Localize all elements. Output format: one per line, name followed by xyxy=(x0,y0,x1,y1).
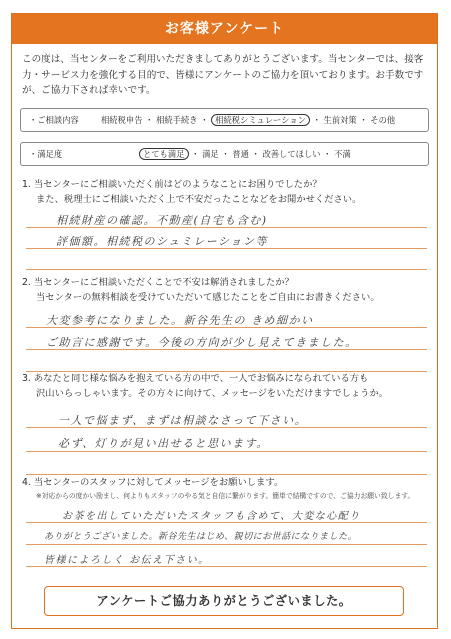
survey-sheet xyxy=(11,13,438,629)
question-text: 当センターにご相談いただくことで不安は解消されましたか？ xyxy=(33,277,294,288)
answer-line xyxy=(26,269,427,270)
consultation-option[interactable]: 相続税申告 xyxy=(101,115,143,125)
answer-line xyxy=(26,544,427,545)
answer-area[interactable] xyxy=(22,305,427,373)
satisfaction-row xyxy=(20,142,429,166)
consultation-option-selected[interactable]: 相続税シミュレーション xyxy=(211,114,310,126)
question-number: 1. xyxy=(22,179,31,190)
intro-text: この度は、当センターをご利用いただきましてありがとうございます。当センターでは、接客力・サービス力を強化する目的で、皆様にアンケートのご協力を頂いております。お手数ですが、ご協力下されば幸いです。 xyxy=(22,54,424,96)
handwritten-answer: 皆様によろしく お伝え下さい。 xyxy=(44,554,210,566)
handwritten-answer: 一人で悩まず、まずは相談なさって下さい。 xyxy=(58,414,308,427)
satisfaction-option-selected[interactable]: とても満足 xyxy=(139,148,189,160)
consultation-option[interactable]: その他 xyxy=(370,115,396,125)
handwritten-answer: お茶を出していただいたスタッフも含めて、大変な心配り xyxy=(62,510,361,522)
answer-line xyxy=(26,522,427,523)
satisfaction-options: とても満足 ・ 満足 ・ 普通 ・ 改善してほしい ・ 不満 xyxy=(139,143,351,165)
satisfaction-option[interactable]: 改善してほしい xyxy=(262,149,321,159)
question-text: 当センターの無料相談を受けていただいて感じたことをご自由にお書きください。 xyxy=(36,291,380,303)
handwritten-answer: 相続財産の確認。不動産(自宅も含む) xyxy=(56,214,268,227)
question-number: 4. xyxy=(22,477,31,488)
consultation-option[interactable]: 生前対策 xyxy=(323,115,357,125)
satisfaction-label: ・満足度 xyxy=(29,149,63,159)
answer-line xyxy=(26,451,427,452)
satisfaction-option[interactable]: 満足 xyxy=(202,149,219,159)
question-3 xyxy=(22,372,427,475)
question-number: 2. xyxy=(22,277,31,288)
answer-line xyxy=(26,566,427,567)
consultation-label: ・ご相談内容 xyxy=(29,115,79,125)
question-4 xyxy=(22,476,427,576)
answer-area[interactable] xyxy=(22,207,427,271)
consultation-row xyxy=(20,108,429,132)
handwritten-answer: ご助言に感謝です。今後の方向が少し見えてきました。 xyxy=(46,336,358,349)
question-2 xyxy=(22,276,427,373)
thanks-message: アンケートご協力ありがとうございました。 xyxy=(44,586,404,616)
satisfaction-option[interactable]: 普通 xyxy=(232,149,249,159)
handwritten-answer: 大変参考になりました。新谷先生の きめ細かい xyxy=(46,314,314,327)
handwritten-answer: ありがとうございました。新谷先生はじめ、親切にお世話になりました。 xyxy=(44,531,358,542)
answer-area[interactable] xyxy=(22,502,427,576)
answer-line xyxy=(26,474,427,475)
handwritten-answer: 評価額。相続税のシュミレーション等 xyxy=(56,235,268,248)
survey-title: お客様アンケート xyxy=(12,14,437,44)
consultation-option[interactable]: 相続手続き xyxy=(156,115,198,125)
question-text: また、税理士にご相談いただく上で不安だったことなどをお聞かせください。 xyxy=(36,193,362,205)
question-number: 3. xyxy=(22,373,31,384)
answer-area[interactable] xyxy=(22,401,427,475)
question-text: 当センターにご相談いただく前はどのようなことにお困りでしたか？ xyxy=(33,179,322,190)
satisfaction-option[interactable]: 不満 xyxy=(334,149,351,159)
question-text: あなたと同じ様な悩みを抱えている方の中で、一人でお悩みになられている方も xyxy=(33,373,369,384)
question-text: 当センターのスタッフに対してメッセージをお願いします。 xyxy=(33,477,284,488)
handwritten-answer: 必ず、灯りが見い出せると思います。 xyxy=(58,437,269,450)
consultation-options: 相続税申告 ・ 相続手続き ・ 相続税シミュレーション ・ 生前対策 ・ その他 xyxy=(101,115,396,125)
question-note: ※対応からの度かい励まし、何よりもスタッフのやる気と自信に繋がります。簡単で結構ですので、ご協力お願い致します。 xyxy=(36,491,415,500)
question-1 xyxy=(22,178,427,271)
question-text: 沢山いらっしゃいます。その方々に向けて、メッセージをいただけますでしょうか。 xyxy=(36,387,389,399)
